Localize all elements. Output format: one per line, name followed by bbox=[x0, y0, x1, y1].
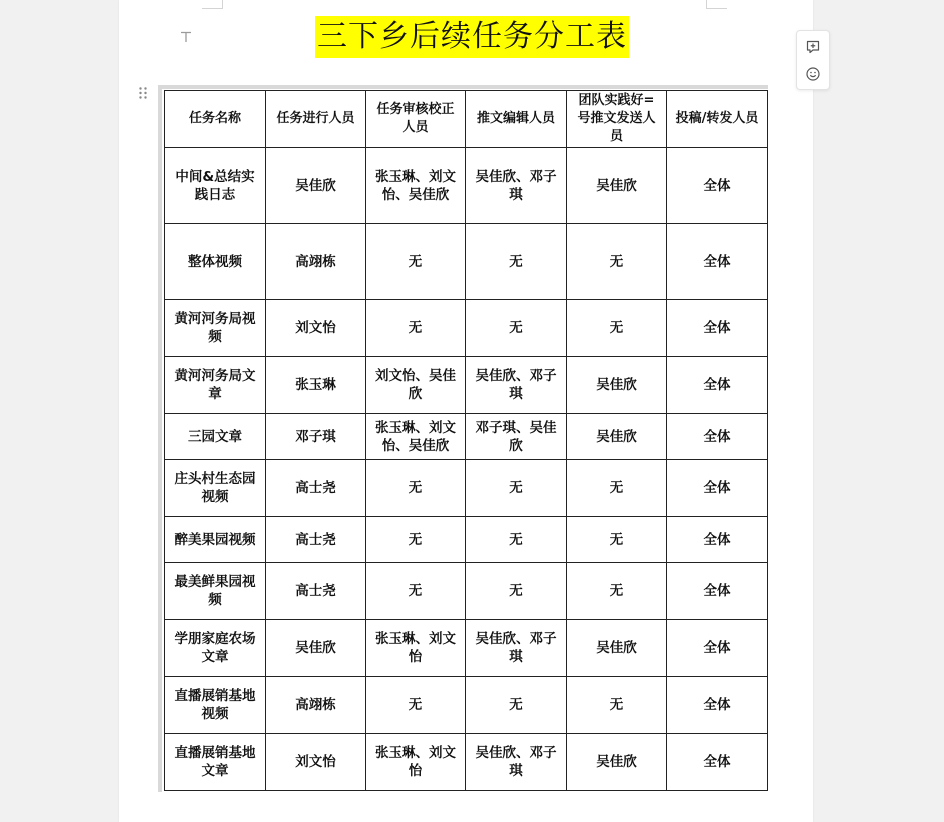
table-row bbox=[165, 563, 768, 620]
table-cell[interactable]: 邓子琪、吴佳欣 bbox=[466, 414, 567, 460]
side-toolbar bbox=[796, 30, 830, 90]
task-name-cell[interactable]: 黄河河务局文章 bbox=[165, 357, 266, 414]
task-assignment-table bbox=[164, 90, 768, 791]
table-cell[interactable]: 张玉琳 bbox=[266, 357, 366, 414]
table-row-handle-bar[interactable] bbox=[158, 85, 162, 792]
table-cell[interactable]: 吴佳欣 bbox=[567, 620, 667, 677]
task-name-cell[interactable]: 黄河河务局视频 bbox=[165, 300, 266, 357]
table-cell[interactable]: 无 bbox=[567, 300, 667, 357]
table-cell[interactable]: 邓子琪 bbox=[266, 414, 366, 460]
table-row bbox=[165, 224, 768, 300]
table-cell[interactable]: 高士尧 bbox=[266, 563, 366, 620]
table-cell[interactable]: 无 bbox=[466, 300, 567, 357]
table-row bbox=[165, 620, 768, 677]
table-cell[interactable]: 吴佳欣 bbox=[266, 620, 366, 677]
table-row bbox=[165, 148, 768, 224]
table-row bbox=[165, 517, 768, 563]
column-header[interactable]: 推文编辑人员 bbox=[466, 91, 567, 148]
task-name-cell[interactable]: 醉美果园视频 bbox=[165, 517, 266, 563]
table-row bbox=[165, 300, 768, 357]
drag-handle-icon[interactable] bbox=[138, 86, 148, 100]
table-cell[interactable]: 吴佳欣、邓子琪 bbox=[466, 734, 567, 791]
table-row bbox=[165, 734, 768, 791]
table-cell[interactable]: 高士尧 bbox=[266, 517, 366, 563]
column-header[interactable]: 任务名称 bbox=[165, 91, 266, 148]
table-cell[interactable]: 全体 bbox=[667, 563, 768, 620]
table-cell[interactable]: 无 bbox=[366, 300, 466, 357]
emoji-icon[interactable] bbox=[805, 66, 821, 82]
text-cursor-icon[interactable] bbox=[179, 30, 193, 44]
table-header-row bbox=[165, 91, 768, 148]
table-cell[interactable]: 无 bbox=[466, 460, 567, 517]
table-cell[interactable]: 无 bbox=[466, 563, 567, 620]
table-cell[interactable]: 无 bbox=[567, 677, 667, 734]
table-cell[interactable]: 全体 bbox=[667, 620, 768, 677]
table-cell[interactable]: 无 bbox=[366, 517, 466, 563]
add-comment-icon[interactable] bbox=[805, 39, 821, 55]
table-cell[interactable]: 无 bbox=[366, 563, 466, 620]
table-cell[interactable]: 吴佳欣 bbox=[567, 357, 667, 414]
table-row bbox=[165, 357, 768, 414]
table-cell[interactable]: 吴佳欣、邓子琪 bbox=[466, 148, 567, 224]
task-name-cell[interactable]: 中间&总结实践日志 bbox=[165, 148, 266, 224]
table-cell[interactable]: 无 bbox=[466, 224, 567, 300]
table-cell[interactable]: 高士尧 bbox=[266, 460, 366, 517]
table-cell[interactable]: 高翊栋 bbox=[266, 224, 366, 300]
table-cell[interactable]: 全体 bbox=[667, 357, 768, 414]
table-column-handle-bar[interactable] bbox=[158, 85, 768, 89]
table-cell[interactable]: 全体 bbox=[667, 300, 768, 357]
task-name-cell[interactable]: 庄头村生态园视频 bbox=[165, 460, 266, 517]
table-cell[interactable]: 高翊栋 bbox=[266, 677, 366, 734]
table-cell[interactable]: 吴佳欣 bbox=[567, 414, 667, 460]
page-margin-corner-right bbox=[706, 0, 727, 9]
table-row bbox=[165, 677, 768, 734]
table-cell[interactable]: 吴佳欣、邓子琪 bbox=[466, 620, 567, 677]
table-cell[interactable]: 无 bbox=[366, 224, 466, 300]
task-name-cell[interactable]: 整体视频 bbox=[165, 224, 266, 300]
task-name-cell[interactable]: 直播展销基地视频 bbox=[165, 677, 266, 734]
table-cell[interactable]: 无 bbox=[366, 460, 466, 517]
table-cell[interactable]: 无 bbox=[567, 224, 667, 300]
table-cell[interactable]: 全体 bbox=[667, 224, 768, 300]
column-header[interactable]: 任务审核校正人员 bbox=[366, 91, 466, 148]
page-margin-corner-left bbox=[202, 0, 223, 9]
table-cell[interactable]: 张玉琳、刘文怡、吴佳欣 bbox=[366, 148, 466, 224]
task-name-cell[interactable]: 学朋家庭农场文章 bbox=[165, 620, 266, 677]
table-cell[interactable]: 无 bbox=[567, 563, 667, 620]
column-header[interactable]: 投稿/转发人员 bbox=[667, 91, 768, 148]
table-cell[interactable]: 吴佳欣 bbox=[266, 148, 366, 224]
table-row bbox=[165, 414, 768, 460]
task-name-cell[interactable]: 三园文章 bbox=[165, 414, 266, 460]
table-cell[interactable]: 吴佳欣 bbox=[567, 148, 667, 224]
table-cell[interactable]: 刘文怡 bbox=[266, 734, 366, 791]
table-cell[interactable]: 全体 bbox=[667, 734, 768, 791]
task-name-cell[interactable]: 最美鲜果园视频 bbox=[165, 563, 266, 620]
document-title[interactable]: 三下乡后续任务分工表 bbox=[315, 16, 629, 58]
table-cell[interactable]: 吴佳欣、邓子琪 bbox=[466, 357, 567, 414]
table-cell[interactable]: 张玉琳、刘文怡、吴佳欣 bbox=[366, 414, 466, 460]
table-cell[interactable]: 无 bbox=[466, 517, 567, 563]
column-header[interactable]: 任务进行人员 bbox=[266, 91, 366, 148]
table-row bbox=[165, 460, 768, 517]
column-header[interactable]: 团队实践好=号推文发送人员 bbox=[567, 91, 667, 148]
table-cell[interactable]: 刘文怡、吴佳欣 bbox=[366, 357, 466, 414]
table-cell[interactable]: 全体 bbox=[667, 677, 768, 734]
table-cell[interactable]: 无 bbox=[567, 517, 667, 563]
task-name-cell[interactable]: 直播展销基地文章 bbox=[165, 734, 266, 791]
table-cell[interactable]: 无 bbox=[567, 460, 667, 517]
table-cell[interactable]: 无 bbox=[466, 677, 567, 734]
table-cell[interactable]: 张玉琳、刘文怡 bbox=[366, 734, 466, 791]
table-cell[interactable]: 全体 bbox=[667, 414, 768, 460]
table-cell[interactable]: 全体 bbox=[667, 517, 768, 563]
table-cell[interactable]: 刘文怡 bbox=[266, 300, 366, 357]
table-cell[interactable]: 全体 bbox=[667, 460, 768, 517]
table-cell[interactable]: 无 bbox=[366, 677, 466, 734]
table-cell[interactable]: 全体 bbox=[667, 148, 768, 224]
table-cell[interactable]: 张玉琳、刘文怡 bbox=[366, 620, 466, 677]
table-cell[interactable]: 吴佳欣 bbox=[567, 734, 667, 791]
